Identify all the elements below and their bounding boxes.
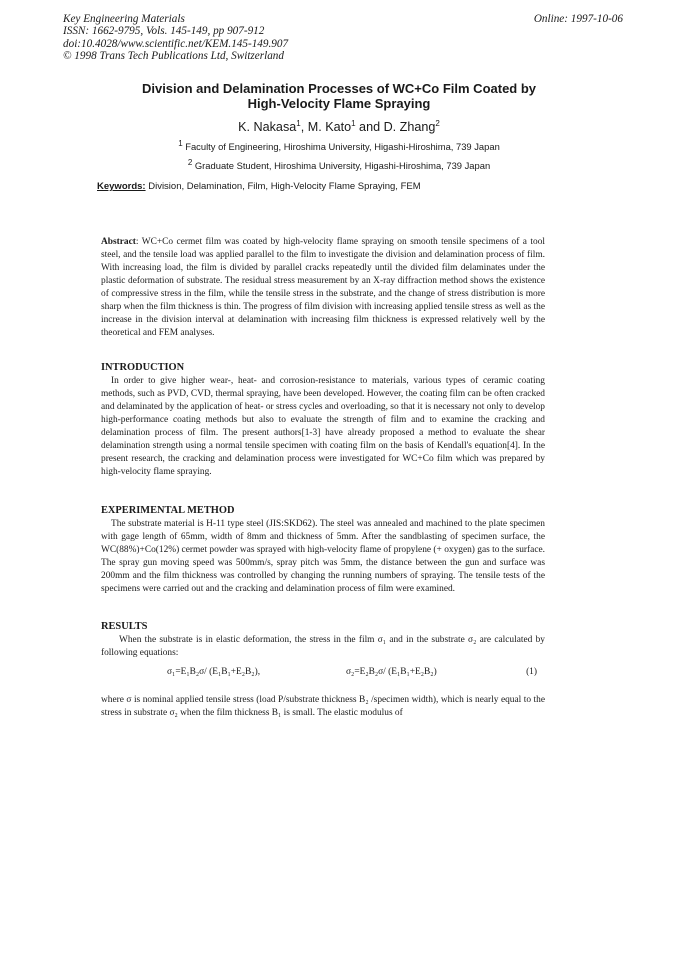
equation-film-stress: σ₁=E₁B₂σ/ (E₁B₁+E₂B₂), bbox=[167, 667, 261, 677]
abstract-label: Abstract bbox=[101, 237, 136, 247]
results-paragraph: When the substrate is in elastic deformation, the stress in the film σ₁ and in the substrate σ₂ are calculated by following equations: bbox=[101, 635, 545, 658]
author-name: M. Kato bbox=[307, 120, 352, 134]
section-heading-introduction: INTRODUCTION bbox=[101, 362, 185, 373]
title-line-1: Division and Delamination Processes of WC+Co Film Coated by bbox=[141, 81, 537, 96]
experimental-paragraph: The substrate material is H-11 type steel (JIS:SKD62). The steel was annealed and machined to the plate specimen with gage length of 65mm, width of 8mm and thickness of 5mm. After the sandblasting of specimen surface, the WC(88%)+Co(12%) cermet powder was sprayed with high-velocity flame of propylene (+ oxygen) gas to the surface. The spray gun moving speed was 500mm/s, spray pitch was 5mm, the distance between the gun and surface was 200mm and the film thickness was controlled by changing the running numbers of spraying. The tensile tests of the specimens were carried out and the cracking and delamination process of film were examined. bbox=[101, 519, 545, 594]
section-heading-experimental: EXPERIMENTAL METHOD bbox=[101, 505, 235, 516]
affiliation-mark: 2 bbox=[187, 157, 193, 167]
paper-title bbox=[90, 81, 588, 111]
equation-number: (1) bbox=[526, 667, 537, 677]
keywords-text: Division, Delamination, Film, High-Velocity Flame Spraying, FEM bbox=[145, 181, 421, 192]
author-affiliation-mark: 1 bbox=[351, 118, 356, 128]
equation-substrate-stress: σ₂=E₂B₂σ/ (E₁B₁+E₂B₂) bbox=[346, 667, 437, 677]
author-affiliation-mark: 2 bbox=[435, 118, 440, 128]
copyright-line: © 1998 Trans Tech Publications Ltd, Switzerland bbox=[63, 50, 284, 63]
keywords-line bbox=[97, 181, 577, 192]
abstract-paragraph bbox=[101, 236, 545, 340]
introduction-paragraph: In order to give higher wear-, heat- and corrosion-resistance to materials, various types of ceramic coating methods, such as PVD, CVD, thermal spraying, have been developed. However, the coating film can be often cracked and delaminated by the application of heat- or stress cycles and overloading, so that it is necessary not only to develop high-performance coating methods but also to evaluate the strength of film and to examine the cracking and delamination process of film. The present authors[1-3] have already proposed a method to evaluate the shear delamination strength using a normal tensile specimen with coating film on the basis of Kendall's equation[4]. In the present research, the cracking and delamination process were investigated for WC+Co film which was prepared by high-velocity flame spraying. bbox=[101, 376, 545, 477]
keywords-label: Keywords: bbox=[97, 181, 146, 192]
title-line-2: High-Velocity Flame Spraying bbox=[247, 96, 431, 111]
issn-line: ISSN: 1662-9795, Vols. 145-149, pp 907-912 bbox=[63, 25, 265, 38]
abstract-text: : WC+Co cermet film was coated by high-velocity flame spraying on smooth tensile specimens of a tool steel, and the tensile load was applied parallel to the film to investigate the division and delamination process of film. With increasing load, the film is divided by parallel cracks repeatedly until the divided film delaminates under the plastic deformation of substrate. The residual stress measurement by an X-ray diffraction method shows the existence of compressive stress in the film, while the tensile stress in the substrate, and the change of stress distribution is more sharp when the film thickness is thin. The progress of film division with increasing applied tensile stress as well as the increase in the division interval at delamination with increasing film thickness is expressed relatively well by the theoretical and FEM analyses. bbox=[101, 237, 545, 338]
author-separator: and bbox=[355, 120, 384, 134]
affiliation-text: Faculty of Engineering, Hiroshima University, Higashi-Hiroshima, 739 Japan bbox=[182, 141, 500, 152]
affiliation-mark: 1 bbox=[178, 138, 183, 148]
online-date: Online: 1997-10-06 bbox=[533, 13, 623, 25]
doi-link[interactable]: doi:10.4028/www.scientific.net/KEM.145-149.907 bbox=[63, 37, 289, 50]
journal-header bbox=[63, 13, 623, 63]
author-name: K. Nakasa bbox=[238, 120, 297, 134]
section-heading-results: RESULTS bbox=[101, 621, 148, 632]
author-name: D. Zhang bbox=[383, 120, 436, 134]
results-continuation-paragraph: where σ is nominal applied tensile stress (load P/substrate thickness B₂ /specimen width), which is nearly equal to the stress in substrate σ₂ when the film thickness B₁ is small. The elastic modulus of bbox=[101, 695, 545, 718]
author-separator: , bbox=[300, 120, 308, 134]
affiliation-2 bbox=[90, 157, 588, 171]
equation-1 bbox=[101, 667, 545, 681]
affiliation-1 bbox=[90, 138, 588, 152]
author-affiliation-mark: 1 bbox=[296, 118, 301, 128]
author-list bbox=[90, 120, 588, 134]
journal-name: Key Engineering Materials bbox=[63, 13, 185, 25]
affiliation-text: Graduate Student, Hiroshima University, Higashi-Hiroshima, 739 Japan bbox=[192, 160, 491, 171]
